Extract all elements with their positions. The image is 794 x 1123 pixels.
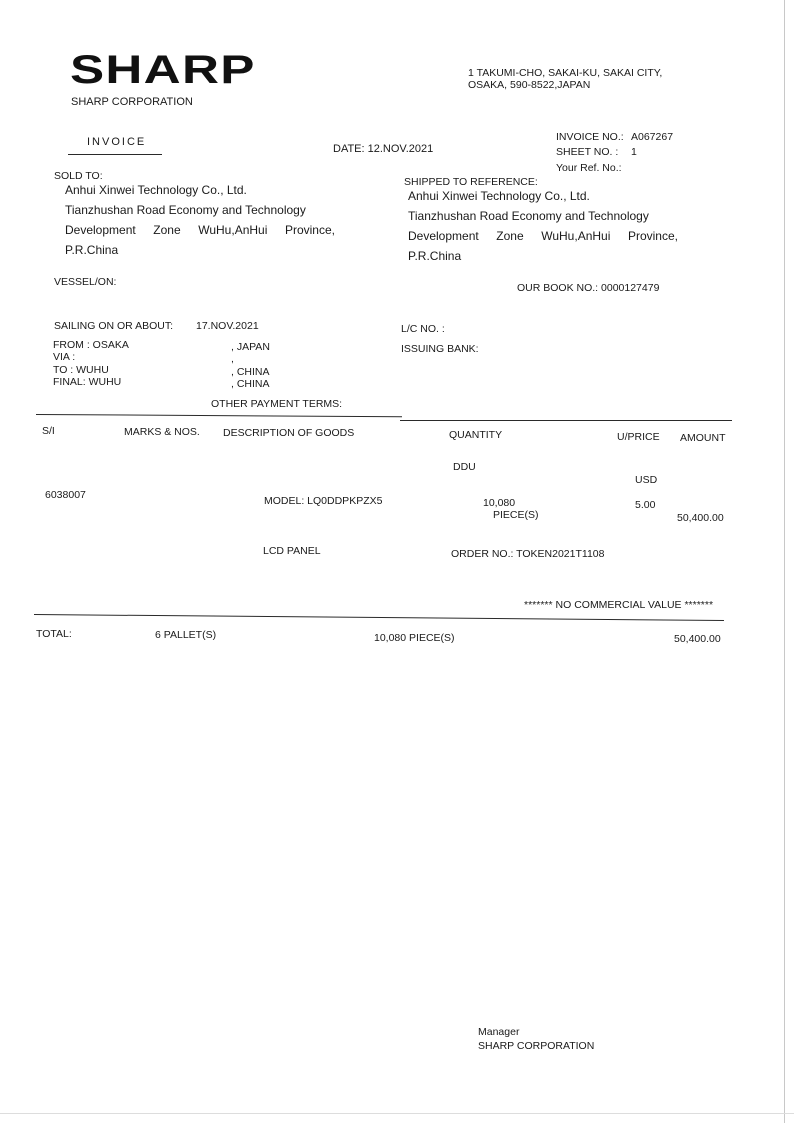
total-amount: 50,400.00 [674,633,721,645]
via-label: VIA : [53,351,76,363]
sharp-logo: SHARP [70,48,256,92]
to-country: , CHINA [231,366,270,378]
col-amount: AMOUNT [680,432,726,444]
issuing-bank-label: ISSUING BANK: [401,343,479,355]
si-number: 6038007 [45,489,86,501]
shipped-to-line: Tianzhushan Road Economy and Technology [408,209,649,223]
line-amount: 50,400.00 [677,512,724,524]
sold-to-line: P.R.China [65,243,119,257]
company-name: SHARP CORPORATION [71,96,193,108]
shipped-to-address [408,186,678,266]
total-label: TOTAL: [36,628,72,640]
sold-to-label: SOLD TO: [54,170,103,182]
other-payment-terms: OTHER PAYMENT TERMS: [211,398,343,410]
sold-to-line: Anhui Xinwei Technology Co., Ltd. [65,183,247,197]
invoice-title: INVOICE [87,136,147,148]
to-label: TO : WUHU [53,364,109,376]
invoice-no-value: A067267 [631,131,674,143]
lc-no-label: L/C NO. : [401,323,445,335]
from-country: , JAPAN [231,341,270,353]
sailing-date: 17.NOV.2021 [196,320,259,332]
table-bottom-rule [34,614,724,621]
from-label: FROM : OSAKA [53,339,129,351]
page-edge-right [784,0,785,1123]
invoice-no-label: INVOICE NO.: [556,131,624,143]
col-description: DESCRIPTION OF GOODS [223,427,355,439]
your-ref-label: Your Ref. No.: [556,162,622,174]
col-marks: MARKS & NOS. [124,426,200,438]
vessel-label: VESSEL/ON: [54,276,117,288]
table-top-rule-right [400,420,732,421]
company-address-line2: OSAKA, 590-8522,JAPAN [468,79,591,91]
model-number: MODEL: LQ0DDPKPZX5 [264,495,383,507]
signature-title: Manager [478,1026,520,1038]
currency: USD [635,474,658,486]
invoice-title-underline [68,154,162,155]
invoice-date: DATE: 12.NOV.2021 [333,143,434,155]
col-quantity: QUANTITY [449,429,503,441]
total-pieces: 10,080 PIECE(S) [374,632,455,644]
sailing-label: SAILING ON OR ABOUT: [54,320,174,332]
no-commercial-value-note: ******* NO COMMERCIAL VALUE ******* [524,599,714,611]
unit-price: 5.00 [635,499,656,511]
sheet-no-value: 1 [631,146,637,158]
col-si: S/I [42,425,55,437]
our-book-no: OUR BOOK NO.: 0000127479 [517,282,660,294]
sold-to-line: Tianzhushan Road Economy and Technology [65,203,306,217]
via-country: , [231,353,234,365]
company-address-line1: 1 TAKUMI-CHO, SAKAI-KU, SAKAI CITY, [468,67,663,79]
sheet-no-label: SHEET NO. : [556,146,619,158]
final-country: , CHINA [231,378,270,390]
total-pallets: 6 PALLET(S) [155,629,217,641]
final-label: FINAL: WUHU [53,376,122,388]
shipped-to-line: Development Zone WuHu,AnHui Province, [408,229,678,243]
order-number: ORDER NO.: TOKEN2021T1108 [451,548,605,560]
shipped-to-line: Anhui Xinwei Technology Co., Ltd. [408,189,590,203]
quantity-unit: PIECE(S) [493,509,539,521]
sold-to-address [65,180,335,260]
product-name: LCD PANEL [263,545,321,557]
trade-terms: DDU [453,461,476,473]
sold-to-line: Development Zone WuHu,AnHui Province, [65,223,335,237]
shipped-to-line: P.R.China [408,249,462,263]
quantity-value: 10,080 [483,497,516,509]
signature-company: SHARP CORPORATION [478,1040,595,1052]
page-edge-bottom [0,1113,794,1114]
col-uprice: U/PRICE [617,431,660,443]
table-top-rule-left [36,414,402,417]
shipped-to-label: SHIPPED TO REFERENCE: [404,176,538,188]
